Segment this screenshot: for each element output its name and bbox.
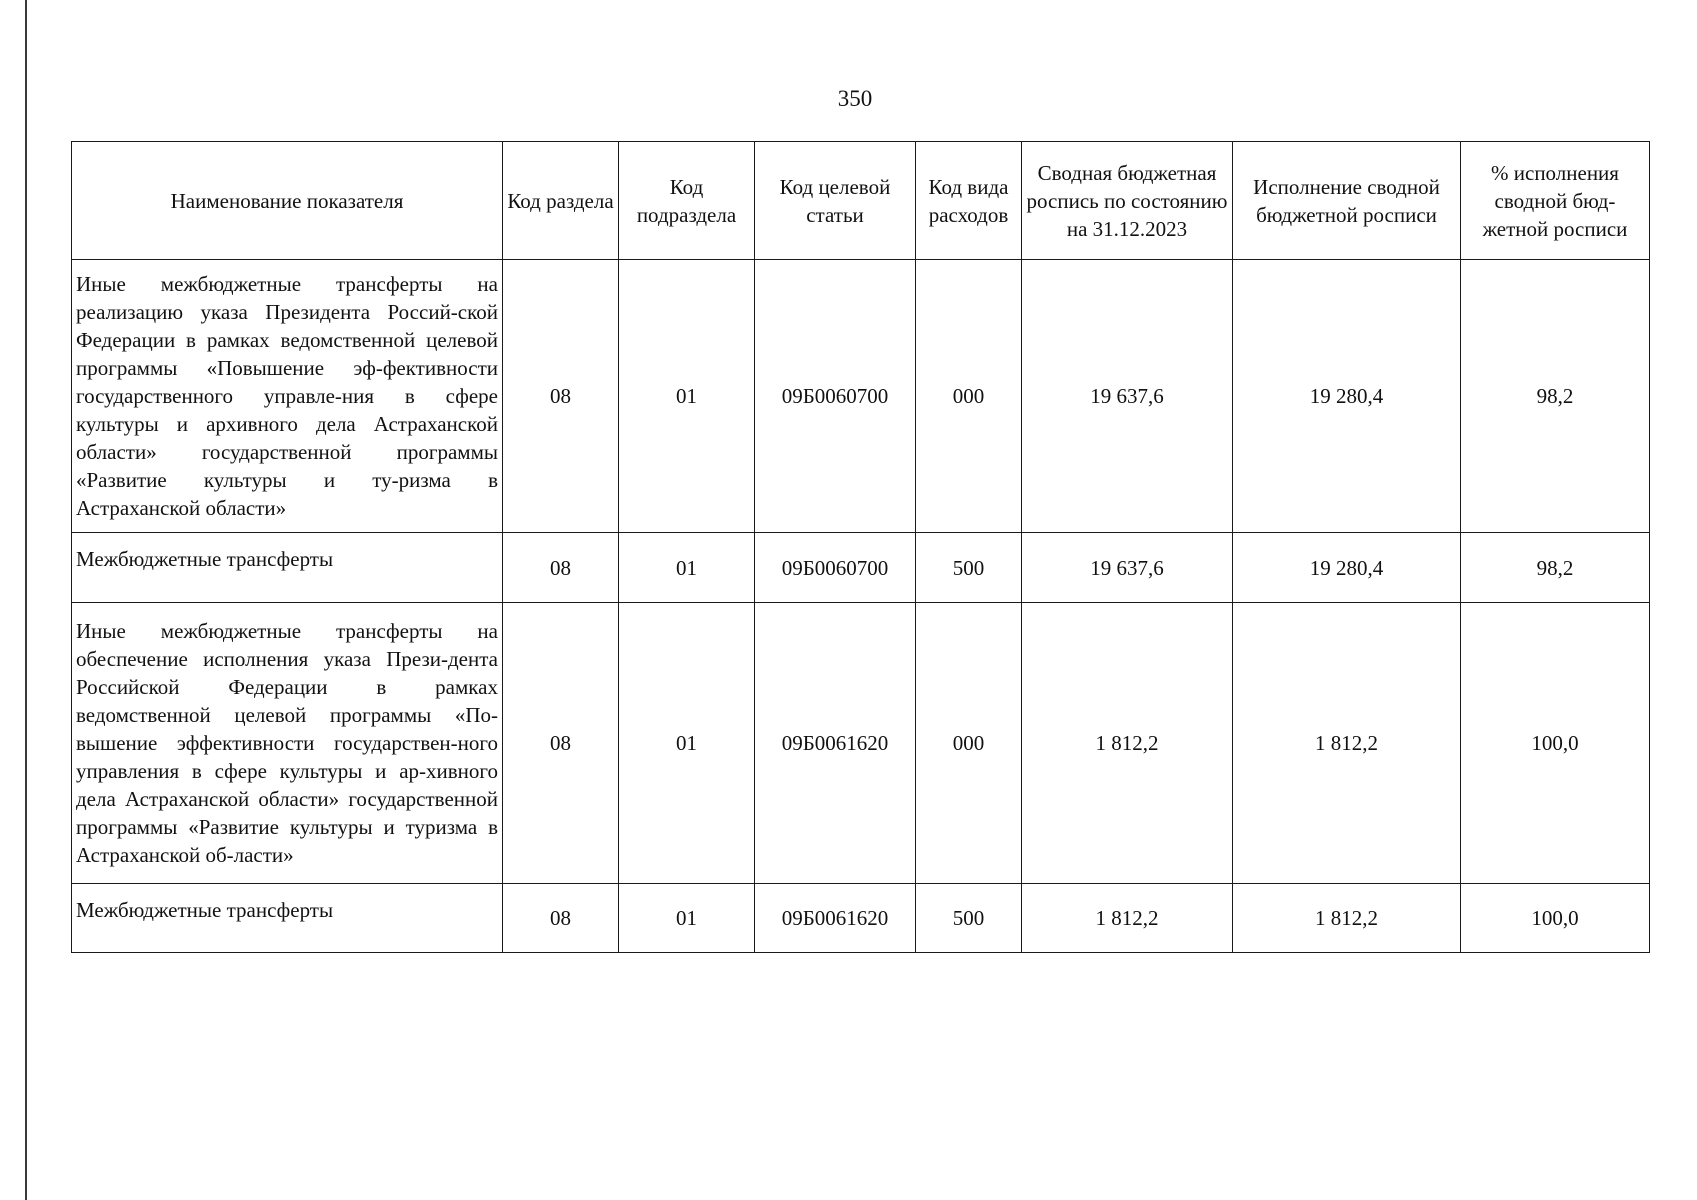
table-row: [72, 260, 1650, 533]
row-subsection-code: 01: [619, 884, 755, 953]
header-target-article-code: Код целевой статьи: [755, 142, 916, 260]
row-target-article-code: 09Б0060700: [755, 533, 916, 603]
header-row: [72, 142, 1650, 260]
header-section-code: Код раздела: [503, 142, 619, 260]
row-budget-plan: 1 812,2: [1022, 603, 1233, 884]
header-percent: % исполнения сводной бюд-жетной росписи: [1461, 142, 1650, 260]
header-execution: Исполнение сводной бюджетной росписи: [1233, 142, 1461, 260]
row-subsection-code: 01: [619, 533, 755, 603]
row-budget-plan: 19 637,6: [1022, 533, 1233, 603]
row-execution: 19 280,4: [1233, 260, 1461, 533]
row-name: Межбюджетные трансферты: [72, 533, 503, 603]
row-section-code: 08: [503, 884, 619, 953]
table-row: [72, 884, 1650, 953]
table-header: [72, 142, 1650, 260]
row-target-article-code: 09Б0061620: [755, 884, 916, 953]
header-name: Наименование показателя: [72, 142, 503, 260]
row-execution: 19 280,4: [1233, 533, 1461, 603]
header-expense-type-code: Код вида расходов: [916, 142, 1022, 260]
header-budget-plan: Сводная бюджетная роспись по состоянию на 31.12.2023: [1022, 142, 1233, 260]
row-subsection-code: 01: [619, 603, 755, 884]
row-target-article-code: 09Б0060700: [755, 260, 916, 533]
row-name: Иные межбюджетные трансферты на обеспечение исполнения указа Прези-дента Российской Федерации в рамках ведомственной целевой программы «По-вышение эффективности государствен-ного управления в сфере культуры и ар-хивного дела Астраханской области» государственной программы «Развитие культуры и туризма в Астраханской об-ласти»: [72, 603, 503, 884]
row-execution: 1 812,2: [1233, 884, 1461, 953]
header-subsection-code: Код подраздела: [619, 142, 755, 260]
row-execution: 1 812,2: [1233, 603, 1461, 884]
row-expense-type-code: 500: [916, 884, 1022, 953]
row-budget-plan: 1 812,2: [1022, 884, 1233, 953]
row-budget-plan: 19 637,6: [1022, 260, 1233, 533]
row-percent: 100,0: [1461, 884, 1650, 953]
row-section-code: 08: [503, 603, 619, 884]
row-percent: 98,2: [1461, 260, 1650, 533]
row-expense-type-code: 000: [916, 260, 1022, 533]
row-expense-type-code: 000: [916, 603, 1022, 884]
table-body: [72, 260, 1650, 953]
row-percent: 98,2: [1461, 533, 1650, 603]
budget-execution-table: [71, 141, 1650, 953]
row-subsection-code: 01: [619, 260, 755, 533]
row-expense-type-code: 500: [916, 533, 1022, 603]
row-section-code: 08: [503, 533, 619, 603]
table-row: [72, 533, 1650, 603]
row-target-article-code: 09Б0061620: [755, 603, 916, 884]
row-section-code: 08: [503, 260, 619, 533]
row-name: Межбюджетные трансферты: [72, 884, 503, 953]
row-percent: 100,0: [1461, 603, 1650, 884]
row-name: Иные межбюджетные трансферты на реализацию указа Президента Россий-ской Федерации в рамках ведомственной целевой программы «Повышение эф-фективности государственного управле-ния в сфере культуры и архивного дела Астраханской области» государственной программы «Развитие культуры и ту-ризма в Астраханской области»: [72, 260, 503, 533]
table-row: [72, 603, 1650, 884]
binding-line: [25, 0, 27, 1200]
page-number: 350: [837, 86, 873, 111]
